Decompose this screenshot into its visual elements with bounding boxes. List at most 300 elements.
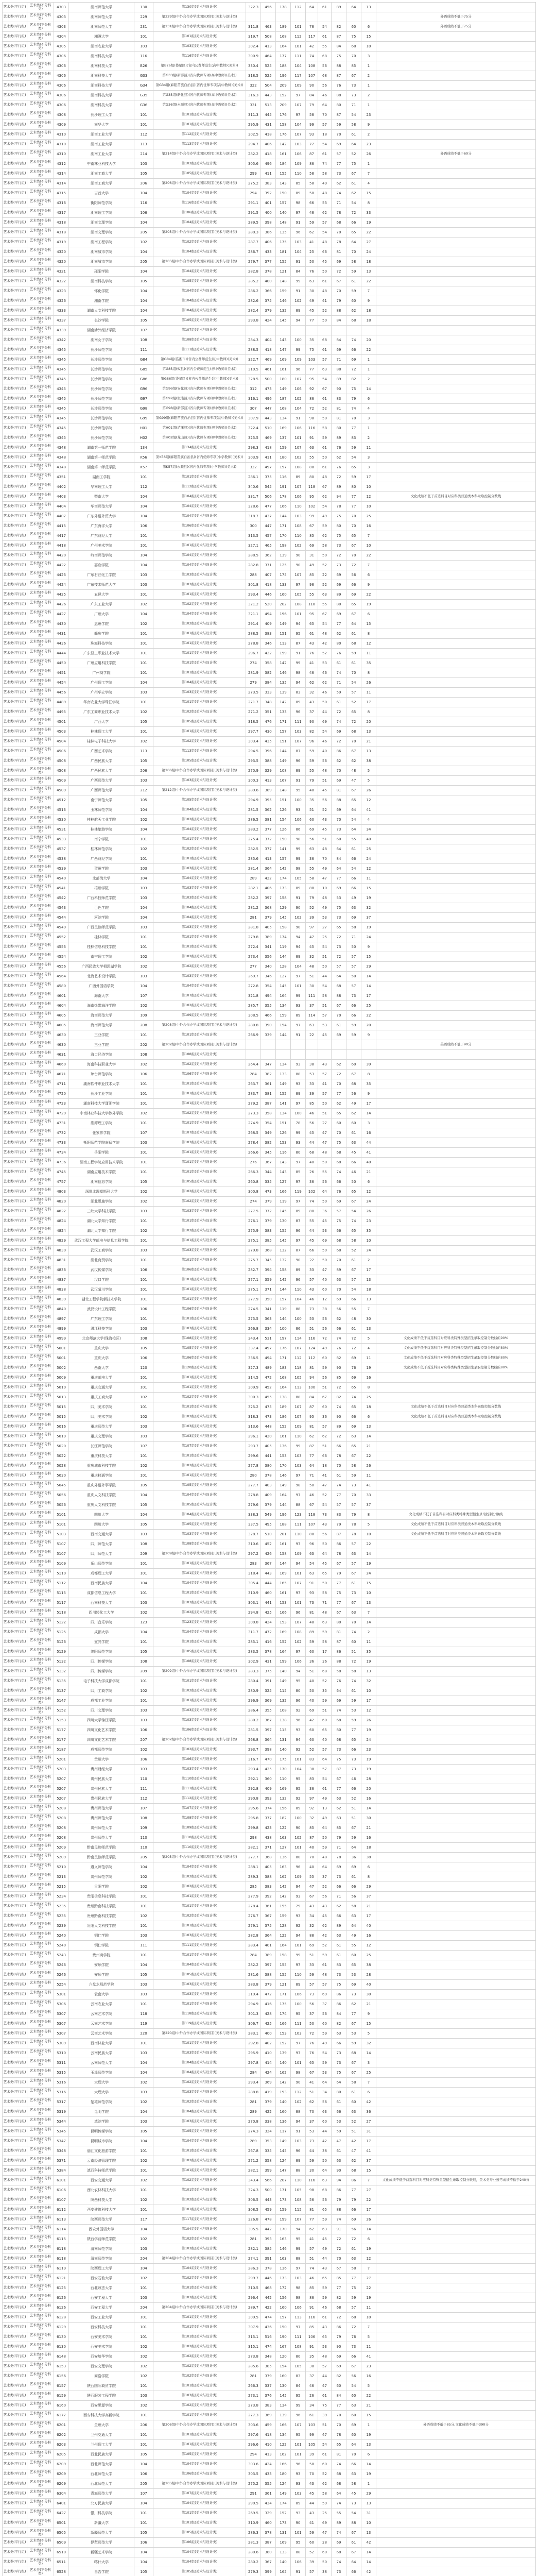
rank-tiebreak-cell: 8 xyxy=(361,198,376,208)
admission-type-cell: 艺术类(平行组) xyxy=(3,1265,27,1275)
elective2-score-cell: 67 xyxy=(346,1070,361,1079)
group-name-cell: 第101组(美术与设计类) xyxy=(153,1676,246,1686)
total-score-cell: 435 xyxy=(261,737,276,747)
rank-tiebreak-cell: 1 xyxy=(361,365,376,375)
subject-category-cell: 艺术类(不分科类) xyxy=(27,835,54,844)
rank-tiebreak-cell: 41 xyxy=(361,1481,376,1490)
chinese-score-cell: 90 xyxy=(291,561,306,570)
rank-tiebreak-cell: 2 xyxy=(361,1628,376,1637)
art-score-cell: 162 xyxy=(276,2068,291,2078)
english-score-cell: 45 xyxy=(318,1216,332,1226)
rank-tiebreak-cell: 2 xyxy=(361,375,376,384)
institution-name-cell: 长沙师范学院 xyxy=(69,365,134,375)
english-score-cell: 56 xyxy=(318,1314,332,1324)
math-score-cell: 63 xyxy=(306,1569,318,1579)
institution-name-cell: 贵州黔南科技学院 xyxy=(69,1902,134,1911)
total-score-cell: 425 xyxy=(261,1608,276,1618)
institution-code-cell: 6115 xyxy=(54,2234,69,2244)
elective1-score-cell: 72 xyxy=(332,472,346,482)
rank-tiebreak-cell: 26 xyxy=(361,1207,376,1216)
english-score-cell: 55 xyxy=(318,42,332,52)
institution-code-cell: 4549 xyxy=(54,923,69,933)
art-score-cell: 149 xyxy=(276,756,291,766)
total-score-cell: 437 xyxy=(261,512,276,521)
institution-code-cell: 4553 xyxy=(54,942,69,952)
table-row xyxy=(3,91,536,100)
table-row xyxy=(3,1569,536,1579)
elective1-score-cell: 77 xyxy=(332,2401,346,2411)
elective2-score-cell: 69 xyxy=(346,913,361,923)
subject-category-cell: 艺术类(不分科类) xyxy=(27,580,54,590)
admission-type-cell: 艺术类(平行组) xyxy=(3,1471,27,1481)
table-row xyxy=(3,1667,536,1676)
math-score-cell: 86 xyxy=(306,2293,318,2303)
english-score-cell: 58 xyxy=(318,1637,332,1647)
math-score-cell: 51 xyxy=(306,1667,318,1676)
math-score-cell: 96 xyxy=(306,1539,318,1549)
group-name-cell: 第102组(美术与设计类) xyxy=(153,2362,246,2371)
notes-cell xyxy=(376,365,536,375)
institution-code-cell: 4671 xyxy=(54,1070,69,1079)
subject-category-cell: 艺术类(不分科类) xyxy=(27,2254,54,2264)
total-score-cell: 385 xyxy=(261,2362,276,2371)
table-row xyxy=(3,835,536,844)
admission-type-cell: 艺术类(平行组) xyxy=(3,1911,27,1921)
institution-code-cell: 6118 xyxy=(54,2244,69,2254)
admission-type-cell: 艺术类(平行组) xyxy=(3,433,27,443)
notes-cell xyxy=(376,786,536,795)
elective2-score-cell: 58 xyxy=(346,923,361,933)
elective1-score-cell: 64 xyxy=(332,2489,346,2499)
art-score-cell: 145 xyxy=(276,1236,291,1246)
elective2-score-cell: 61 xyxy=(346,658,361,668)
math-score-cell: 49 xyxy=(306,296,318,306)
subject-category-cell: 艺术类(不分科类) xyxy=(27,228,54,238)
math-score-cell: 99 xyxy=(306,512,318,521)
subject-category-cell: 艺术类(不分科类) xyxy=(27,864,54,874)
min-score-cell: 270.8 xyxy=(246,2117,261,2127)
english-score-cell: 51 xyxy=(318,776,332,786)
english-score-cell: 61 xyxy=(318,32,332,42)
math-score-cell: 48 xyxy=(306,786,318,795)
english-score-cell: 69 xyxy=(318,2518,332,2528)
elective1-score-cell: 75 xyxy=(332,1980,346,1990)
elective2-score-cell: 77 xyxy=(346,502,361,512)
chinese-score-cell: 106 xyxy=(291,2303,306,2313)
group-name-cell: 第101组(美术与设计类) xyxy=(153,854,246,864)
institution-code-cell: 5110 xyxy=(54,1569,69,1579)
math-score-cell: 79 xyxy=(306,893,318,903)
institution-name-cell: 湖南科技学院 xyxy=(69,277,134,286)
subject-category-cell: 艺术类(不分科类) xyxy=(27,1882,54,1892)
institution-name-cell: 长沙师范学院 xyxy=(69,394,134,404)
group-name-cell: 第101组(美术与设计类) xyxy=(153,933,246,942)
english-score-cell: 56 xyxy=(318,61,332,71)
min-score-cell: 313.6 xyxy=(246,1422,261,1432)
elective1-score-cell: 81 xyxy=(332,786,346,795)
elective1-score-cell: 53 xyxy=(332,893,346,903)
group-name-cell: 第101组(美术与设计类) xyxy=(153,1637,246,1647)
table-row xyxy=(3,1530,536,1539)
notes-cell xyxy=(376,1931,536,1941)
group-name-cell: 第106组(美术与设计类) xyxy=(153,1070,246,1079)
math-score-cell: 91 xyxy=(306,2342,318,2352)
elective2-score-cell: 57 xyxy=(346,962,361,972)
rank-tiebreak-cell: 24 xyxy=(361,1569,376,1579)
elective1-score-cell: 68 xyxy=(332,1735,346,1745)
institution-code-cell: 4303 xyxy=(54,3,69,12)
math-score-cell: 86 xyxy=(306,394,318,404)
group-code-cell: 105 xyxy=(134,1177,153,1187)
subject-category-cell: 艺术类(不分科类) xyxy=(27,2244,54,2254)
group-name-cell: 第101组(美术与设计类) xyxy=(153,32,246,42)
art-score-cell: 170 xyxy=(276,531,291,541)
institution-name-cell: 湖南工商大学 xyxy=(69,169,134,179)
rank-tiebreak-cell: 21 xyxy=(361,1823,376,1833)
min-score-cell: 274.3 xyxy=(246,2127,261,2137)
art-score-cell: 121 xyxy=(276,267,291,277)
english-score-cell: 40 xyxy=(318,1275,332,1285)
min-score-cell: 294.9 xyxy=(246,795,261,805)
notes-cell xyxy=(376,1735,536,1745)
rank-tiebreak-cell: 25 xyxy=(361,2068,376,2078)
notes-cell xyxy=(376,1794,536,1804)
english-score-cell: 58 xyxy=(318,541,332,551)
elective2-score-cell: 51 xyxy=(346,1814,361,1823)
art-score-cell: 172 xyxy=(276,2283,291,2293)
min-score-cell: 286.7 xyxy=(246,247,261,257)
institution-code-cell: 4745 xyxy=(54,1167,69,1177)
subject-category-cell: 艺术类(不分科类) xyxy=(27,404,54,414)
english-score-cell: 58 xyxy=(318,991,332,1001)
elective1-score-cell: 85 xyxy=(332,1823,346,1833)
chinese-score-cell: 100 xyxy=(291,335,306,345)
group-code-cell: 101 xyxy=(134,942,153,952)
rank-tiebreak-cell: 1 xyxy=(361,81,376,91)
institution-code-cell: 6148 xyxy=(54,2352,69,2362)
group-name-cell: 第205组(中外合作办学或国际项目)(美术与设计类) xyxy=(153,228,246,238)
english-score-cell: 69 xyxy=(318,1236,332,1246)
institution-name-cell: 湖南师范大学 xyxy=(69,12,134,22)
elective1-score-cell: 61 xyxy=(332,1471,346,1481)
notes-cell xyxy=(376,1138,536,1148)
institution-name-cell: 广西师范大学 xyxy=(69,786,134,795)
elective1-score-cell: 89 xyxy=(332,1921,346,1931)
total-score-cell: 341 xyxy=(261,1304,276,1314)
group-name-cell: 第103组(美术与设计类) xyxy=(153,1931,246,1941)
institution-code-cell: 4556 xyxy=(54,962,69,972)
notes-cell xyxy=(376,2293,536,2303)
rank-tiebreak-cell: 3 xyxy=(361,1118,376,1128)
min-score-cell: 300.8 xyxy=(246,1618,261,1628)
math-score-cell: 43 xyxy=(306,698,318,707)
math-score-cell: 40 xyxy=(306,1843,318,1853)
art-score-cell: 100 xyxy=(276,1324,291,1334)
min-score-cell: 289.6 xyxy=(246,786,261,795)
chinese-score-cell: 98 xyxy=(291,2293,306,2303)
subject-category-cell: 艺术类(不分科类) xyxy=(27,2117,54,2127)
admission-type-cell: 艺术类(平行组) xyxy=(3,1686,27,1696)
total-score-cell: 496 xyxy=(261,394,276,404)
group-name-cell: 第104组(美术与设计类) xyxy=(153,267,246,277)
rank-tiebreak-cell: 15 xyxy=(361,32,376,42)
notes-cell xyxy=(376,1099,536,1109)
table-row xyxy=(3,482,536,492)
group-name-cell: 第104组(美术与设计类) xyxy=(153,2068,246,2078)
english-score-cell: 65 xyxy=(318,2332,332,2342)
chinese-score-cell: 93 xyxy=(291,1911,306,1921)
admission-type-cell: 艺术类(平行组) xyxy=(3,316,27,326)
institution-code-cell: 4310 xyxy=(54,140,69,149)
english-score-cell: 60 xyxy=(318,1285,332,1295)
group-name-cell: 第103组(美术与设计类) xyxy=(153,1706,246,1716)
english-score-cell: 54 xyxy=(318,22,332,32)
elective2-score-cell: 67 xyxy=(346,71,361,81)
group-name-cell: 第101组(美术与设计类) xyxy=(153,698,246,707)
elective1-score-cell: 71 xyxy=(332,198,346,208)
min-score-cell: 296.7 xyxy=(246,649,261,658)
table-row xyxy=(3,2097,536,2107)
group-code-cell: 103 xyxy=(134,1716,153,1725)
total-score-cell: 478 xyxy=(261,2215,276,2225)
institution-code-cell: 5137 xyxy=(54,1686,69,1696)
total-score-cell: 339 xyxy=(261,1030,276,1040)
table-row xyxy=(3,1412,536,1422)
institution-name-cell: 重庆人文科技学院 xyxy=(69,1490,134,1500)
institution-name-cell: 华南师范大学 xyxy=(69,502,134,512)
group-name-cell: 第205组(中外合作办学或国际项目)(美术与设计类) xyxy=(153,2479,246,2489)
elective1-score-cell: 57 xyxy=(332,962,346,972)
notes-cell xyxy=(376,737,536,747)
table-row xyxy=(3,884,536,893)
group-name-cell: 第103组(美术与设计类) xyxy=(153,2391,246,2401)
rank-tiebreak-cell: 15 xyxy=(361,952,376,962)
group-name-cell: 第103组(美术与设计类) xyxy=(153,972,246,981)
english-score-cell: 66 xyxy=(318,247,332,257)
group-name-cell: 第101组(美术与设计类) xyxy=(153,1696,246,1706)
elective1-score-cell: 69 xyxy=(332,884,346,893)
chinese-score-cell: 92 xyxy=(291,1745,306,1755)
art-score-cell: 136 xyxy=(276,2264,291,2274)
subject-category-cell: 艺术类(不分科类) xyxy=(27,1618,54,1628)
institution-name-cell: 四川大学锦江学院 xyxy=(69,1716,134,1725)
table-row xyxy=(3,1628,536,1637)
total-score-cell: 364 xyxy=(261,1735,276,1745)
math-score-cell: 35 xyxy=(306,335,318,345)
elective1-score-cell: 66 xyxy=(332,2107,346,2117)
elective2-score-cell: 61 xyxy=(346,1324,361,1334)
min-score-cell: 291 xyxy=(246,2489,261,2499)
elective2-score-cell: 70 xyxy=(346,512,361,521)
min-score-cell: 266.3 xyxy=(246,1167,261,1177)
chinese-score-cell: 106 xyxy=(291,384,306,394)
group-name-cell: 第108组(美术与设计类) xyxy=(153,335,246,345)
total-score-cell: 340 xyxy=(261,962,276,972)
notes-cell xyxy=(376,81,536,91)
group-name-cell: 第102组(美术与设计类) xyxy=(153,2176,246,2185)
group-code-cell: 104 xyxy=(134,678,153,688)
institution-code-cell: 6153 xyxy=(54,2362,69,2371)
min-score-cell: 291.5 xyxy=(246,208,261,218)
total-score-cell: 385 xyxy=(261,2244,276,2254)
min-score-cell: 286.5 xyxy=(246,815,261,825)
math-score-cell: 107 xyxy=(306,1520,318,1530)
english-score-cell: 35 xyxy=(318,1686,332,1696)
admission-type-cell: 艺术类(平行组) xyxy=(3,1960,27,1970)
math-score-cell: 50 xyxy=(306,1481,318,1490)
institution-code-cell: 5347 xyxy=(54,2137,69,2146)
notes-cell xyxy=(376,394,536,404)
art-score-cell: 153 xyxy=(276,1451,291,1461)
art-score-cell: 152 xyxy=(276,91,291,100)
elective1-score-cell: 72 xyxy=(332,2313,346,2323)
institution-code-cell: 4422 xyxy=(54,561,69,570)
group-code-cell: 104 xyxy=(134,2058,153,2068)
chinese-score-cell: 102 xyxy=(291,1833,306,1843)
group-code-cell: 102 xyxy=(134,600,153,609)
group-name-cell: 第G96组(安化县)(省内优师专项(初中教师)(美术)) xyxy=(153,384,246,394)
rank-tiebreak-cell: 19 xyxy=(361,1657,376,1667)
rank-tiebreak-cell: 24 xyxy=(361,1735,376,1745)
math-score-cell: 39 xyxy=(306,2450,318,2460)
min-score-cell: 309.9 xyxy=(246,1383,261,1393)
elective2-score-cell: 74 xyxy=(346,1216,361,1226)
english-score-cell: 56 xyxy=(318,1324,332,1334)
table-row xyxy=(3,1481,536,1490)
admission-type-cell: 艺术类(平行组) xyxy=(3,1353,27,1363)
min-score-cell: 300.3 xyxy=(246,1393,261,1402)
admission-type-cell: 艺术类(平行组) xyxy=(3,2420,27,2430)
rank-tiebreak-cell: 24 xyxy=(361,247,376,257)
group-code-cell: 103 xyxy=(134,570,153,580)
total-score-cell: 510 xyxy=(261,423,276,433)
notes-cell xyxy=(376,1784,536,1794)
english-score-cell: 49 xyxy=(318,903,332,913)
group-name-cell: 第105组(美术与设计类) xyxy=(153,1500,246,1510)
subject-category-cell: 艺术类(不分科类) xyxy=(27,140,54,149)
table-row xyxy=(3,1735,536,1745)
art-score-cell: 175 xyxy=(276,1999,291,2009)
math-score-cell: 61 xyxy=(306,629,318,639)
elective2-score-cell: 78 xyxy=(346,1520,361,1530)
institution-code-cell: 4554 xyxy=(54,952,69,962)
group-code-cell: 106 xyxy=(134,1070,153,1079)
group-name-cell: 第106组(美术与设计类) xyxy=(153,521,246,531)
min-score-cell: 283.1 xyxy=(246,2029,261,2039)
notes-cell xyxy=(376,110,536,120)
total-score-cell: 438 xyxy=(261,1833,276,1843)
group-name-cell: 第102组(美术与设计类) xyxy=(153,962,246,972)
math-score-cell: 36 xyxy=(306,854,318,864)
art-score-cell: 165 xyxy=(276,2567,291,2576)
math-score-cell: 44 xyxy=(306,2146,318,2156)
group-code-cell: 205 xyxy=(134,257,153,267)
min-score-cell: 284.3 xyxy=(246,335,261,345)
elective1-score-cell: 65 xyxy=(332,2440,346,2450)
elective2-score-cell: 58 xyxy=(346,257,361,267)
total-score-cell: 446 xyxy=(261,2274,276,2283)
admission-type-cell: 艺术类(平行组) xyxy=(3,2381,27,2391)
chinese-score-cell: 86 xyxy=(291,825,306,835)
english-score-cell: 10 xyxy=(318,884,332,893)
art-score-cell: 196 xyxy=(276,71,291,81)
table-row xyxy=(3,1980,536,1990)
elective2-score-cell: 63 xyxy=(346,2469,361,2479)
institution-code-cell: 4310 xyxy=(54,130,69,140)
admission-type-cell: 艺术类(平行组) xyxy=(3,649,27,658)
elective2-score-cell: 63 xyxy=(346,2254,361,2264)
institution-code-cell: 5153 xyxy=(54,1716,69,1725)
min-score-cell: 272.4 xyxy=(246,942,261,952)
group-code-cell: 101 xyxy=(134,933,153,942)
notes-cell xyxy=(376,609,536,619)
subject-category-cell: 艺术类(不分科类) xyxy=(27,355,54,365)
table-row xyxy=(3,2362,536,2371)
institution-code-cell: 5207 xyxy=(54,1774,69,1784)
art-score-cell: 196 xyxy=(276,1510,291,1520)
institution-code-cell: 5132 xyxy=(54,1657,69,1667)
table-row xyxy=(3,1676,536,1686)
chinese-score-cell: 104 xyxy=(291,1765,306,1774)
elective1-score-cell: 66 xyxy=(332,1442,346,1451)
total-score-cell: 500 xyxy=(261,2185,276,2195)
admission-type-cell: 艺术类(平行组) xyxy=(3,776,27,786)
group-name-cell: 第107组(美术与设计类) xyxy=(153,1442,246,1451)
group-code-cell: 103 xyxy=(134,2088,153,2097)
chinese-score-cell: 110 xyxy=(291,1970,306,1980)
math-score-cell: 45 xyxy=(306,306,318,316)
table-row xyxy=(3,414,536,423)
institution-code-cell: 5384 xyxy=(54,2166,69,2176)
art-score-cell: 188 xyxy=(276,1520,291,1530)
elective1-score-cell: 89 xyxy=(332,482,346,492)
elective2-score-cell: 72 xyxy=(346,717,361,727)
chinese-score-cell: 108 xyxy=(291,600,306,609)
group-code-cell: 206 xyxy=(134,2420,153,2430)
institution-code-cell: 4509 xyxy=(54,776,69,786)
admission-type-cell: 艺术类(平行组) xyxy=(3,2137,27,2146)
chinese-score-cell: 94 xyxy=(291,1667,306,1676)
group-name-cell: 第102组(美术与设计类) xyxy=(153,707,246,717)
institution-code-cell: 6128 xyxy=(54,2313,69,2323)
group-code-cell: 104 xyxy=(134,805,153,815)
art-score-cell: 141 xyxy=(276,844,291,854)
elective2-score-cell: 73 xyxy=(346,81,361,91)
art-score-cell: 161 xyxy=(276,149,291,159)
english-score-cell: 52 xyxy=(318,1941,332,1951)
rank-tiebreak-cell: 15 xyxy=(361,2166,376,2176)
institution-code-cell: 4425 xyxy=(54,590,69,600)
subject-category-cell: 艺术类(不分科类) xyxy=(27,2332,54,2342)
institution-name-cell: 湖北工程学院新技术学院 xyxy=(69,1295,134,1304)
min-score-cell: 318.7 xyxy=(246,512,261,521)
notes-cell xyxy=(376,2264,536,2274)
admission-type-cell: 艺术类(平行组) xyxy=(3,1256,27,1265)
art-score-cell: 166 xyxy=(276,2460,291,2469)
institution-code-cell: 5117 xyxy=(54,1598,69,1608)
rank-tiebreak-cell: 6 xyxy=(361,1177,376,1187)
notes-cell xyxy=(376,923,536,933)
admission-type-cell: 艺术类(平行组) xyxy=(3,1794,27,1804)
min-score-cell: 294.5 xyxy=(246,747,261,756)
group-name-cell: 第109组(美术与设计类) xyxy=(153,1823,246,1833)
total-score-cell: 396 xyxy=(261,747,276,756)
admission-type-cell: 艺术类(平行组) xyxy=(3,551,27,561)
math-score-cell: 74 xyxy=(306,1197,318,1207)
group-name-cell: 第101组(美术与设计类) xyxy=(153,1236,246,1246)
group-name-cell: 第101组(美术与设计类) xyxy=(153,120,246,130)
elective1-score-cell xyxy=(332,1050,346,1060)
